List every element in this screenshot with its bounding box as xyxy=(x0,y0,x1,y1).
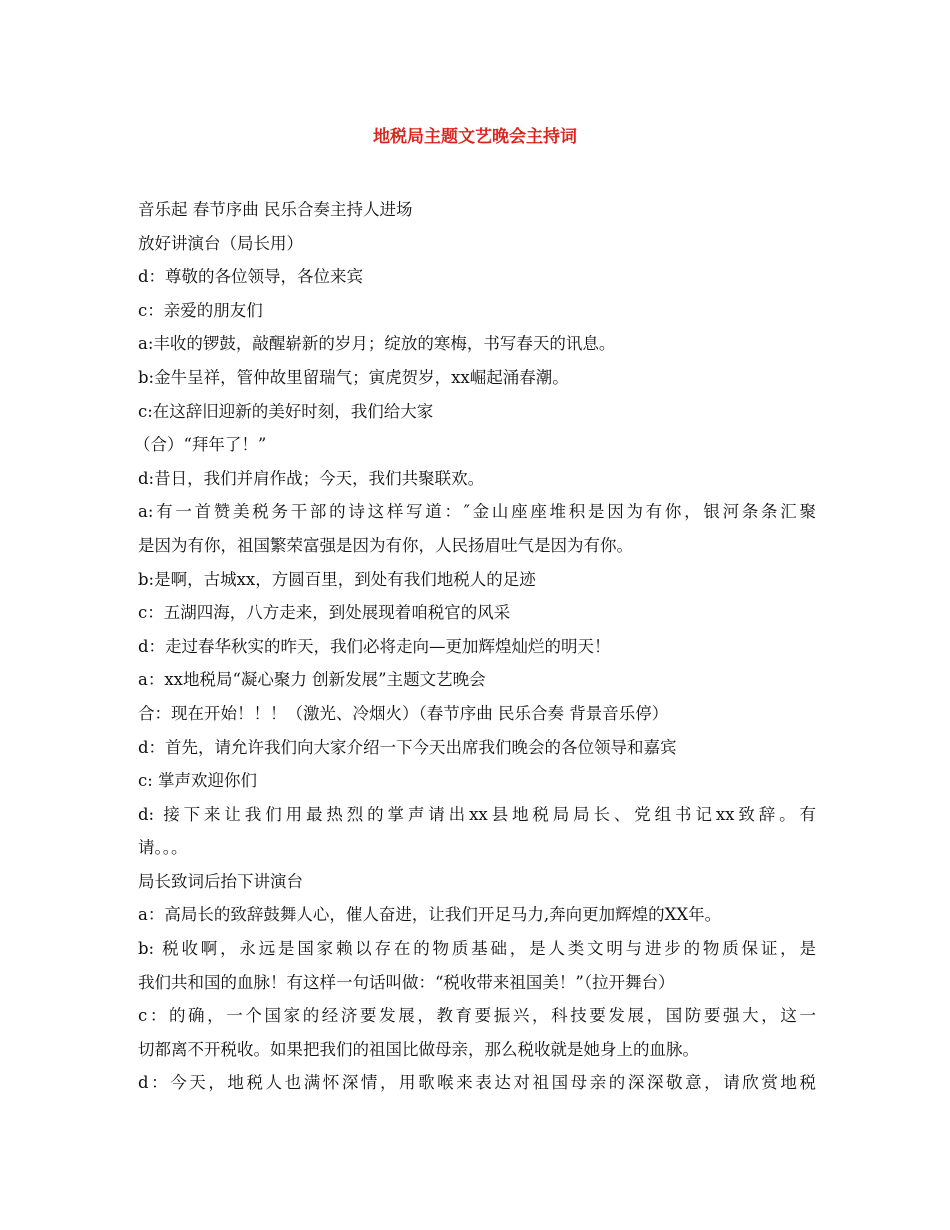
text-line-8: （合）“拜年了！” xyxy=(134,435,267,455)
text-line-17: d：首先，请允许我们向大家介绍一下今天出席我们晚会的各位领导和嘉宾 xyxy=(138,737,677,757)
text-line-3: d：尊敬的各位领导，各位来宾 xyxy=(138,267,364,287)
text-line-5: a:丰收的锣鼓，敲醒崭新的岁月；绽放的寒梅，书写春天的讯息。 xyxy=(138,334,616,354)
text-line-1: 音乐起 春节序曲 民乐合奏主持人进场 xyxy=(138,200,413,219)
text-line-19: d: 接下来让我们用最热烈的掌声请出xx县地税局局长、党组书记xx致辞。有 xyxy=(138,804,816,824)
text-line-26: 切都离不开税收。如果把我们的祖国比做母亲，那么税收就是她身上的血脉。 xyxy=(138,1039,699,1059)
text-line-23: b: 税收啊，永远是国家赖以存在的物质基础，是人类文明与进步的物质保证，是 xyxy=(138,939,816,959)
text-line-2: 放好讲演台（局长用） xyxy=(138,233,303,253)
text-line-4: c：亲爱的朋友们 xyxy=(138,300,263,320)
text-line-10: a:有一首赞美税务干部的诗这样写道：″金山座座堆积是因为有你，银河条条汇聚 xyxy=(138,502,816,522)
text-line-16: 合：现在开始！！！（激光、冷烟火）（春节序曲 民乐合奏 背景音乐停） xyxy=(138,703,669,723)
text-line-24: 我们共和国的血脉！有这样一句话叫做：“税收带来祖国美！”（拉开舞台） xyxy=(138,972,675,992)
text-line-11: 是因为有你，祖国繁荣富强是因为有你，人民扬眉吐气是因为有你。 xyxy=(138,535,633,555)
document-body xyxy=(134,193,816,1100)
text-line-9: d:昔日，我们并肩作战；今天，我们共聚联欢。 xyxy=(138,468,485,488)
text-line-12: b:是啊，古城xx，方圆百里，到处有我们地税人的足迹 xyxy=(138,569,536,589)
text-line-20: 请。。。 xyxy=(138,838,188,858)
text-line-14: d：走过春华秋实的昨天，我们必将走向—更加辉煌灿烂的明天！ xyxy=(138,636,611,656)
text-line-27: d：今天，地税人也满怀深情，用歌喉来表达对祖国母亲的深深敬意，请欣赏地税 xyxy=(138,1073,816,1093)
text-line-21: 局长致词后抬下讲演台 xyxy=(138,871,303,891)
text-line-15: a：xx地税局“凝心聚力 创新发展”主题文艺晚会 xyxy=(138,670,486,690)
text-line-6: b:金牛呈祥，管仲故里留瑞气；寅虎贺岁，xx崛起涌春潮。 xyxy=(138,367,569,387)
text-line-22: a：高局长的致辞鼓舞人心，催人奋进，让我们开足马力,奔向更加辉煌的XX年。 xyxy=(138,905,722,925)
text-line-7: c:在这辞旧迎新的美好时刻，我们给大家 xyxy=(138,401,434,421)
document-title: 地税局主题文艺晚会主持词 xyxy=(373,127,577,147)
text-line-13: c：五湖四海，八方走来，到处展现着咱税官的风采 xyxy=(138,603,511,623)
text-line-25: c：的确，一个国家的经济要发展，教育要振兴，科技要发展，国防要强大，这一 xyxy=(138,1006,816,1026)
text-line-18: c: 掌声欢迎你们 xyxy=(138,771,258,791)
